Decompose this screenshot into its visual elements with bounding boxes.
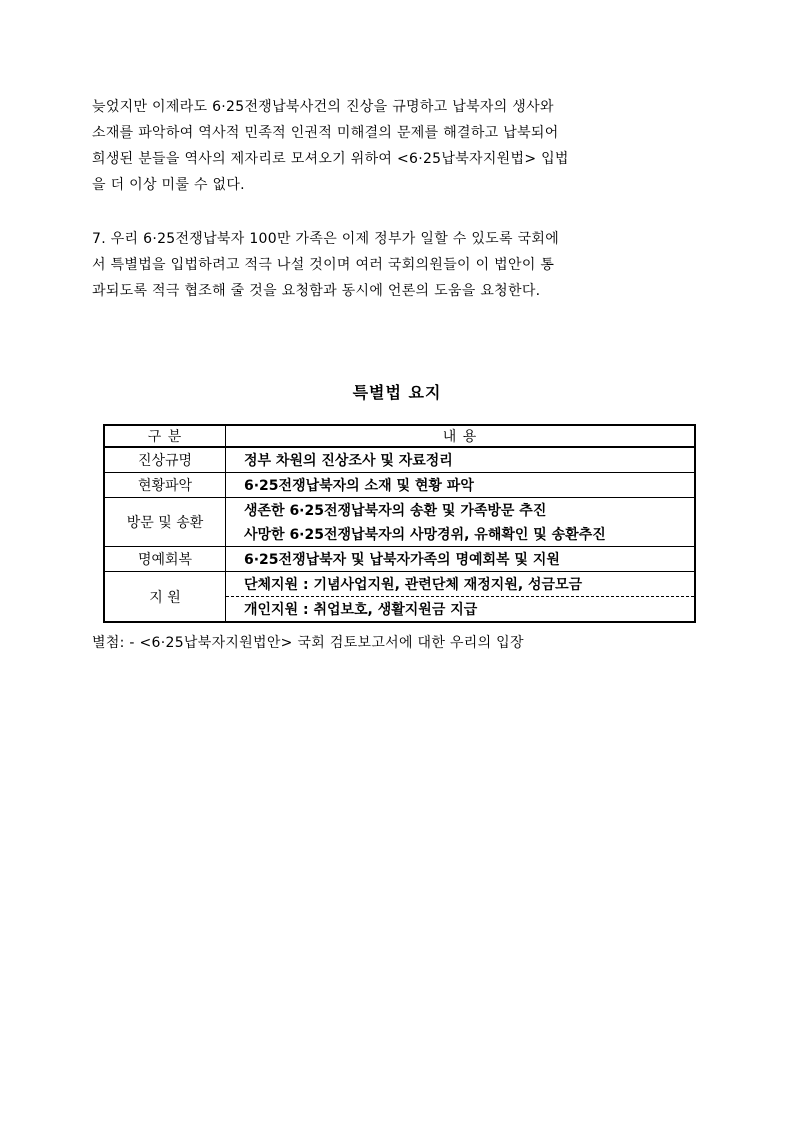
row-content: 6·25전쟁납북자의 소재 및 현황 파악 — [226, 473, 696, 498]
paragraph-line: 을 더 이상 미룰 수 없다. — [92, 177, 245, 193]
row-content: 생존한 6·25전쟁납북자의 송환 및 가족방문 추진 — [226, 498, 696, 523]
header-content: 내 용 — [226, 425, 696, 447]
attachment-note: 별첨: - <6·25납북자지원법안> 국회 검토보고서에 대한 우리의 입장 — [92, 635, 524, 651]
paragraph-line: 소재를 파악하여 역사적 민족적 인권적 미해결의 문제를 해결하고 납북되어 — [92, 125, 559, 141]
row-content: 개인지원 : 취업보호, 생활지원금 지급 — [226, 597, 696, 623]
row-category: 방문 및 송환 — [104, 498, 226, 547]
table-row — [104, 473, 695, 498]
table-row — [104, 447, 695, 473]
paragraph-1 — [92, 94, 692, 198]
paragraph-line: 7. 우리 6·25전쟁납북자 100만 가족은 이제 정부가 일할 수 있도록 국회에 — [92, 231, 560, 247]
row-content: 정부 차원의 진상조사 및 자료정리 — [226, 447, 696, 473]
paragraph-7 — [92, 226, 692, 304]
row-content: 6·25전쟁납북자 및 납북자가족의 명예회복 및 지원 — [226, 547, 696, 572]
row-content: 사망한 6·25전쟁납북자의 사망경위, 유해확인 및 송환추진 — [226, 522, 696, 547]
paragraph-line: 늦었지만 이제라도 6·25전쟁납북사건의 진상을 규명하고 납북자의 생사와 — [92, 99, 554, 115]
row-category: 지 원 — [104, 572, 226, 623]
row-category: 현황파악 — [104, 473, 226, 498]
table-row — [104, 547, 695, 572]
row-category: 명예회복 — [104, 547, 226, 572]
paragraph-line: 서 특별법을 입법하려고 적극 나설 것이며 여러 국회의원들이 이 법안이 통 — [92, 257, 555, 273]
paragraph-line: 희생된 분들을 역사의 제자리로 모셔오기 위하여 <6·25납북자지원법> 입법 — [92, 151, 569, 167]
header-category: 구 분 — [104, 425, 226, 447]
summary-table — [103, 424, 696, 623]
paragraph-line: 과되도록 적극 협조해 줄 것을 요청함과 동시에 언론의 도움을 요청한다. — [92, 283, 541, 299]
table-row — [104, 498, 695, 523]
table-row — [104, 572, 695, 597]
row-category: 진상규명 — [104, 447, 226, 473]
row-content: 단체지원 : 기념사업지원, 관련단체 재정지원, 성금모금 — [226, 572, 696, 597]
summary-title: 특별법 요지 — [352, 383, 442, 402]
table-header-row — [104, 425, 695, 447]
